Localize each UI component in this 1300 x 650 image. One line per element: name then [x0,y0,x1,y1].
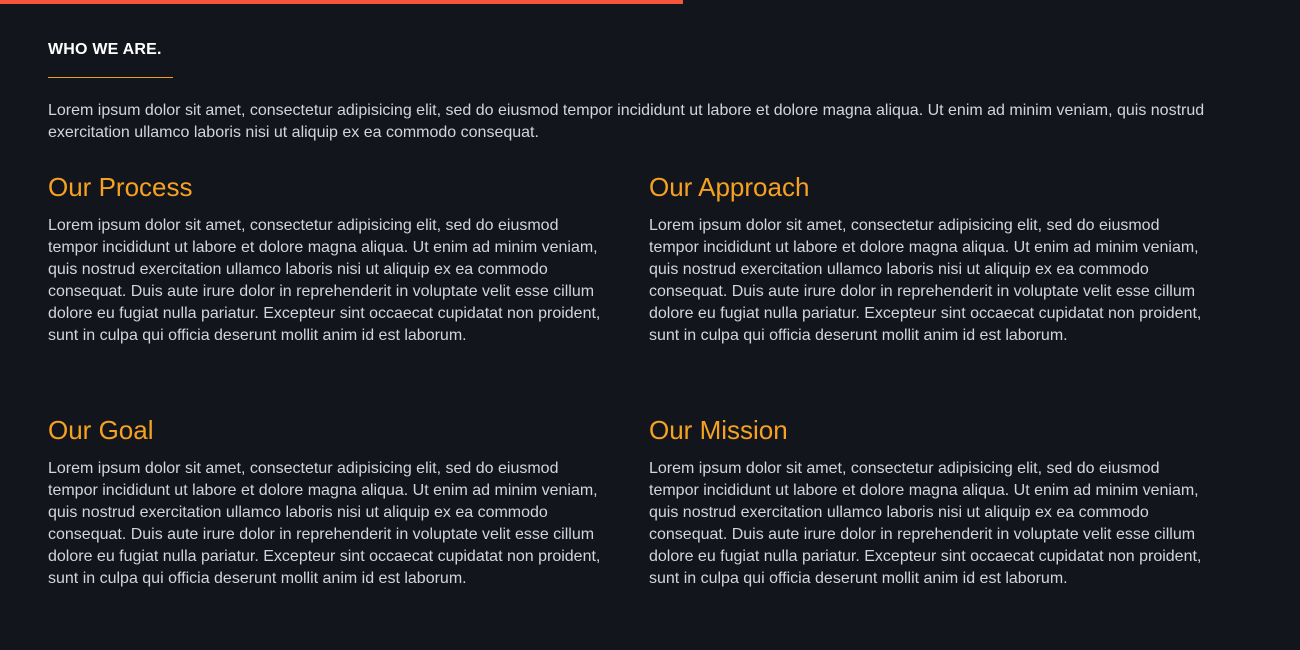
scroll-progress-fill [0,0,683,4]
card-our-goal [48,414,608,590]
card-our-process [48,171,608,347]
card-heading: Our Process [48,172,193,202]
card-heading: Our Mission [649,415,788,445]
card-our-approach [649,171,1209,347]
card-text: Lorem ipsum dolor sit amet, consectetur adipisicing elit, sed do eiusmod tempor incididunt ut labore et dolore magna aliqua. Ut enim ad minim veniam, quis nostrud exercitation ullamco laboris nisi ut aliquip ex ea commodo consequat. Duis aute irure dolor in reprehenderit in voluptate velit esse cillum dolore eu fugiat nulla pariatur. Excepteur sint occaecat cupidatat non proident, sunt in culpa qui officia deserunt mollit anim id est laborum. [649,217,1202,344]
card-heading: Our Approach [649,172,810,202]
card-text: Lorem ipsum dolor sit amet, consectetur adipisicing elit, sed do eiusmod tempor incididunt ut labore et dolore magna aliqua. Ut enim ad minim veniam, quis nostrud exercitation ullamco laboris nisi ut aliquip ex ea commodo consequat. Duis aute irure dolor in reprehenderit in voluptate velit esse cillum dolore eu fugiat nulla pariatur. Excepteur sint occaecat cupidatat non proident, sunt in culpa qui officia deserunt mollit anim id est laborum. [48,460,601,587]
scroll-progress-bar [0,0,1300,4]
card-text: Lorem ipsum dolor sit amet, consectetur adipisicing elit, sed do eiusmod tempor incididunt ut labore et dolore magna aliqua. Ut enim ad minim veniam, quis nostrud exercitation ullamco laboris nisi ut aliquip ex ea commodo consequat. Duis aute irure dolor in reprehenderit in voluptate velit esse cillum dolore eu fugiat nulla pariatur. Excepteur sint occaecat cupidatat non proident, sunt in culpa qui officia deserunt mollit anim id est laborum. [649,460,1202,587]
card-heading: Our Goal [48,415,154,445]
intro-paragraph: Lorem ipsum dolor sit amet, consectetur adipisicing elit, sed do eiusmod tempor incididunt ut labore et dolore magna aliqua. Ut enim ad minim veniam, quis nostrud exercitation ullamco laboris nisi ut aliquip ex ea commodo consequat. [48,102,1205,141]
card-text: Lorem ipsum dolor sit amet, consectetur adipisicing elit, sed do eiusmod tempor incididunt ut labore et dolore magna aliqua. Ut enim ad minim veniam, quis nostrud exercitation ullamco laboris nisi ut aliquip ex ea commodo consequat. Duis aute irure dolor in reprehenderit in voluptate velit esse cillum dolore eu fugiat nulla pariatur. Excepteur sint occaecat cupidatat non proident, sunt in culpa qui officia deserunt mollit anim id est laborum. [48,217,601,344]
section-title: WHO WE ARE. [48,41,162,58]
title-underline [48,77,173,78]
card-our-mission [649,414,1209,590]
